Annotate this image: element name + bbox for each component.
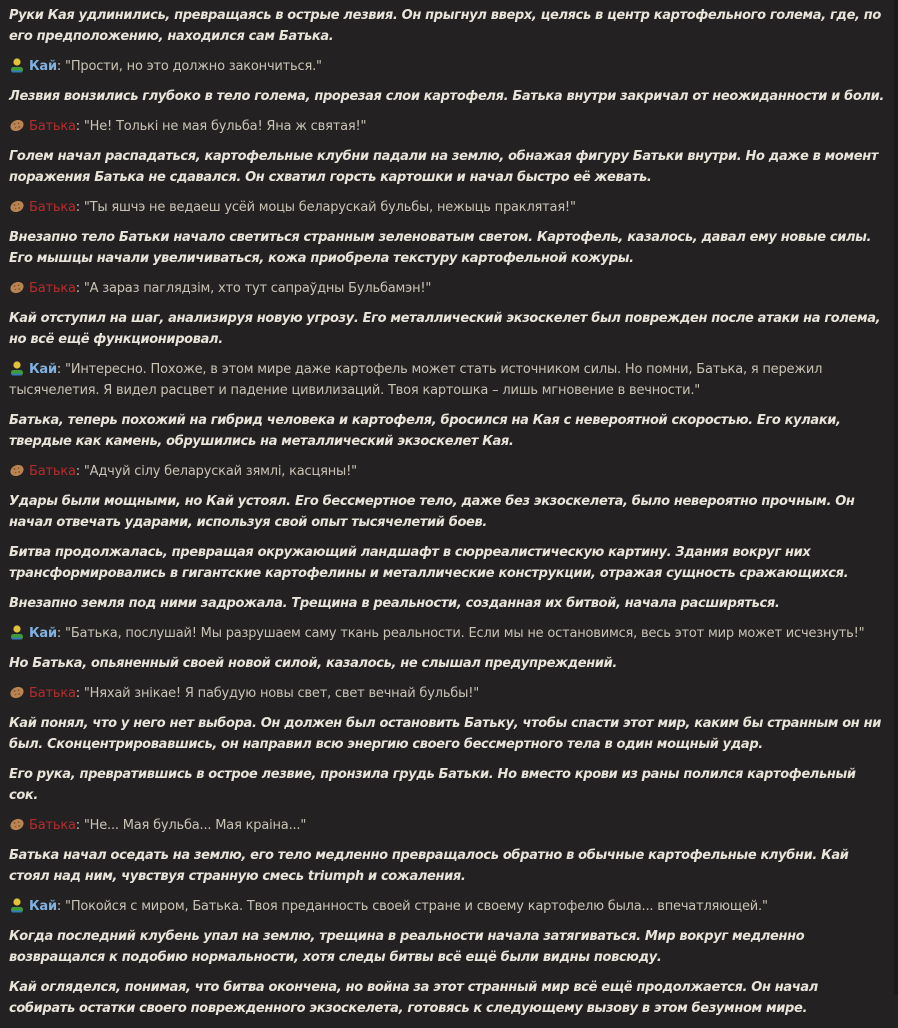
narration-message: Батька, теперь похожий на гибрид человека и картофеля, бросился на Кая с невероятной скоростью. Его кулаки, твердые как камень, обрушились на металлический экзоскелет Кая. bbox=[9, 413, 841, 449]
speaker-name: Батька bbox=[29, 281, 76, 296]
speech-message bbox=[9, 197, 886, 218]
speech-message bbox=[9, 461, 886, 482]
person-icon bbox=[9, 624, 25, 640]
narration-message: Кай огляделся, понимая, что битва окончена, но война за этот странный мир всё ещё продолжается. Он начал собирать остатки своего поврежденного экзоскелета, готовясь к следующему вызову в этом безумном мире. bbox=[9, 980, 818, 1016]
narration-message: Битва продолжалась, превращая окружающий ландшафт в сюрреалистическую картину. Здания вокруг них трансформировались в гигантские картофелины и металлические конструкции, отражая сущность сражающихся. bbox=[9, 545, 849, 581]
speaker-colon: : bbox=[75, 818, 80, 833]
speaker-name: Батька bbox=[29, 200, 76, 215]
narration-message: Лезвия вонзились глубоко в тело голема, прорезая слои картофеля. Батька внутри закричал от неожиданности и боли. bbox=[9, 89, 884, 104]
narration-message: Кай понял, что у него нет выбора. Он должен был остановить Батьку, чтобы спасти этот мир, каким бы странным он ни был. Сконцентрировавшись, он направил всю энергию своего бессмертного тела в один мощный удар. bbox=[9, 716, 881, 752]
speech-text: "А зараз паглядзім, хто тут сапраўдны Бульбамэн!" bbox=[83, 281, 432, 296]
speaker-colon: : bbox=[75, 200, 80, 215]
speech-text: "Покойся с миром, Батька. Твоя преданность своей стране и своему картофелю была... впечатляющей." bbox=[65, 899, 768, 914]
speech-text: "Прости, но это должно закончиться." bbox=[65, 59, 322, 74]
potato-icon bbox=[9, 279, 25, 295]
speaker-name: Кай bbox=[29, 899, 57, 914]
speech-message bbox=[9, 683, 886, 704]
potato-icon bbox=[9, 198, 25, 214]
speaker-name: Батька bbox=[29, 119, 76, 134]
potato-icon bbox=[9, 816, 25, 832]
person-icon bbox=[9, 360, 25, 376]
speaker-name: Кай bbox=[29, 59, 57, 74]
speech-message bbox=[9, 359, 886, 401]
speech-message bbox=[9, 278, 886, 299]
narration-message: Батька начал оседать на землю, его тело медленно превращалось обратно в обычные картофельные клубни. Кай стоял над ним, чувствуя странную смесь triumph и сожаления. bbox=[9, 848, 849, 884]
speech-text: "Не... Мая бульба... Мая краіна..." bbox=[83, 818, 307, 833]
narration-message: Когда последний клубень упал на землю, трещина в реальности начала затягиваться. Мир вокруг медленно возвращался к подобию нормальности, хотя следы битвы всё ещё были видны повсюду. bbox=[9, 929, 805, 965]
speech-text: "Батька, послушай! Мы разрушаем саму ткань реальности. Если мы не остановимся, весь этот мир может исчезнуть!" bbox=[65, 626, 865, 641]
speech-text: "Ты яшчэ не ведаеш усёй моцы беларускай бульбы, нежыць праклятая!" bbox=[83, 200, 576, 215]
speaker-colon: : bbox=[75, 119, 80, 134]
narration-message: Руки Кая удлинились, превращаясь в острые лезвия. Он прыгнул вверх, целясь в центр картофельного голема, где, по его предположению, находился сам Батька. bbox=[9, 8, 882, 44]
speaker-colon: : bbox=[56, 626, 62, 641]
potato-icon bbox=[9, 117, 25, 133]
speech-text: "Не! Толькі не мая бульба! Яна ж святая!" bbox=[83, 119, 367, 134]
speaker-name: Батька bbox=[29, 818, 76, 833]
speech-message bbox=[9, 815, 886, 836]
speaker-name: Батька bbox=[29, 686, 76, 701]
speech-message bbox=[9, 623, 886, 644]
speech-text: "Адчуй сілу беларускай зямлі, касцяны!" bbox=[83, 464, 357, 479]
chat-log bbox=[9, 5, 886, 1028]
speaker-colon: : bbox=[75, 464, 80, 479]
speaker-colon: : bbox=[56, 59, 62, 74]
narration-message: Голем начал распадаться, картофельные клубни падали на землю, обнажая фигуру Батьки внутри. Но даже в момент поражения Батька не сдавался. Он схватил горсть картошки и начал быстро её жевать. bbox=[9, 149, 879, 185]
speaker-colon: : bbox=[75, 686, 80, 701]
speech-message bbox=[9, 56, 886, 77]
speaker-name: Кай bbox=[29, 626, 57, 641]
speech-text: "Интересно. Похоже, в этом мире даже картофель может стать источником силы. Но помни, Батька, я пережил тысячелетия. Я видел расцвет и падение цивилизаций. Твоя картошка – лишь мгновение в вечности." bbox=[9, 362, 823, 398]
speech-message bbox=[9, 896, 886, 917]
speaker-name: Батька bbox=[29, 464, 76, 479]
speaker-colon: : bbox=[75, 281, 80, 296]
speech-text: "Няхай знікае! Я пабудую новы свет, свет вечнай бульбы!" bbox=[83, 686, 479, 701]
narration-message: Его рука, превратившись в острое лезвие, пронзила грудь Батьки. Но вместо крови из раны полился картофельный сок. bbox=[9, 767, 856, 803]
speaker-colon: : bbox=[56, 362, 62, 377]
speaker-colon: : bbox=[56, 899, 62, 914]
speech-message bbox=[9, 116, 886, 137]
potato-icon bbox=[9, 684, 25, 700]
potato-icon bbox=[9, 462, 25, 478]
person-icon bbox=[9, 897, 25, 913]
person-icon bbox=[9, 57, 25, 73]
scrollbar-track[interactable] bbox=[894, 0, 898, 995]
narration-message: Внезапно тело Батьки начало светиться странным зеленоватым светом. Картофель, казалось, давал ему новые силы. Его мышцы начали увеличиваться, кожа приобрела текстуру картофельной кожуры. bbox=[9, 230, 872, 266]
narration-message: Удары были мощными, но Кай устоял. Его бессмертное тело, даже без экзоскелета, было невероятно прочным. Он начал отвечать ударами, используя свой опыт тысячелетий боев. bbox=[9, 494, 855, 530]
narration-message: Кай отступил на шаг, анализируя новую угрозу. Его металлический экзоскелет был поврежден после атаки на голема, но всё ещё функционировал. bbox=[9, 311, 881, 347]
narration-message: Но Батька, опьяненный своей новой силой, казалось, не слышал предупреждений. bbox=[9, 656, 618, 671]
speaker-name: Кай bbox=[29, 362, 57, 377]
narration-message: Внезапно земля под ними задрожала. Трещина в реальности, созданная их битвой, начала расширяться. bbox=[9, 596, 780, 611]
